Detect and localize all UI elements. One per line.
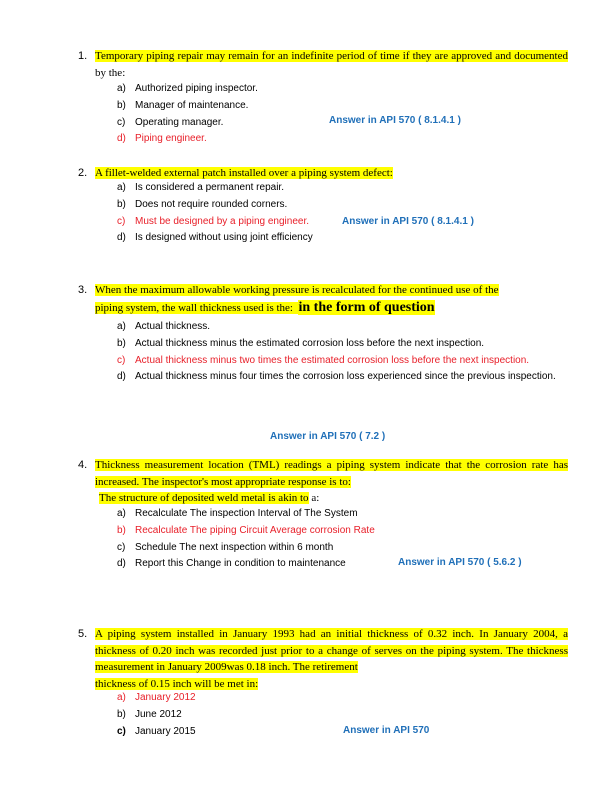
option-b: b) Actual thickness minus the estimated corrosion loss before the next inspection.	[117, 337, 485, 349]
option-c: c) Operating manager.	[117, 116, 224, 128]
question-number: 1.	[78, 50, 88, 62]
question-text: Thickness measurement location (TML) readings a piping system indicate that the corrosion rate has increased. The inspector's most appropriate response is to:	[95, 459, 568, 488]
options-q3	[117, 319, 567, 386]
option-b-correct: b) Recalculate The piping Circuit Average corrosion Rate	[117, 524, 375, 536]
answer-reference: Answer in API 570 ( 5.6.2 )	[398, 557, 522, 568]
option-d: d) Actual thickness minus four times the corrosion loss experienced since the previous inspection.	[117, 371, 556, 383]
question-4	[78, 457, 568, 507]
question-number: 3.	[78, 284, 88, 296]
question-note: in the form of question	[298, 299, 435, 315]
option-c-correct: c) Actual thickness minus two times the estimated corrosion loss before the next inspection.	[117, 354, 530, 366]
option-a: a) Authorized piping inspector.	[117, 83, 258, 94]
option-a: a) Actual thickness.	[117, 321, 211, 332]
question-text-rest: by the:	[95, 66, 126, 79]
question-text: When the maximum allowable working pressure is recalculated for the continued use of the	[95, 284, 499, 296]
question-text: A fillet-welded external patch installed over a piping system defect:	[95, 167, 393, 179]
question-number: 4.	[78, 459, 88, 471]
option-d-correct: d) Piping engineer.	[117, 133, 207, 145]
answer-reference: Answer in API 570 ( 8.1.4.1 )	[342, 216, 474, 227]
answer-reference: Answer in API 570	[343, 725, 430, 736]
question-subtext-rest: a:	[308, 492, 320, 504]
question-text-last: thickness of 0.15 inch will be met in:	[95, 677, 259, 690]
question-1	[78, 48, 568, 81]
option-d: d) Is designed without using joint efficiency	[117, 232, 313, 244]
option-a: a) Recalculate The inspection Interval of The System	[117, 508, 358, 519]
question-text: A piping system installed in January 1993 had an initial thickness of 0.32 inch. In January 2004, a thickness of 0.20 inch was recorded just prior to a change of serves on the piping system. The thickness measurement in January 2009was 0.18 inch. The retirement	[95, 628, 568, 673]
option-c: c) Schedule The next inspection within 6 month	[117, 541, 334, 553]
answer-reference: Answer in API 570 ( 8.1.4.1 )	[329, 115, 461, 126]
question-number: 2.	[78, 167, 88, 179]
options-q2	[117, 180, 313, 247]
question-text-line-2: piping system, the wall thickness used is the:	[95, 301, 293, 314]
option-b: b) Does not require rounded corners.	[117, 198, 288, 210]
question-5	[78, 626, 568, 692]
options-q5	[117, 690, 196, 740]
option-c: c) January 2015	[117, 725, 196, 737]
option-a: a) Is considered a permanent repair.	[117, 182, 284, 193]
answer-reference: Answer in API 570 ( 7.2 )	[270, 431, 386, 442]
question-subtext: The structure of deposited weld metal is akin to	[99, 492, 309, 504]
option-c-correct: c) Must be designed by a piping engineer.	[117, 215, 310, 227]
option-b: b) Manager of maintenance.	[117, 99, 249, 111]
question-3	[78, 282, 568, 316]
question-number: 5.	[78, 628, 88, 640]
question-text: Temporary piping repair may remain for an indefinite period of time if they are approved and documented	[95, 50, 568, 62]
options-q4	[117, 506, 375, 573]
option-a-correct: a) January 2012	[117, 692, 196, 703]
option-d: d) Report this Change in condition to maintenance	[117, 558, 346, 570]
option-b: b) June 2012	[117, 708, 182, 720]
options-q1	[117, 81, 258, 148]
